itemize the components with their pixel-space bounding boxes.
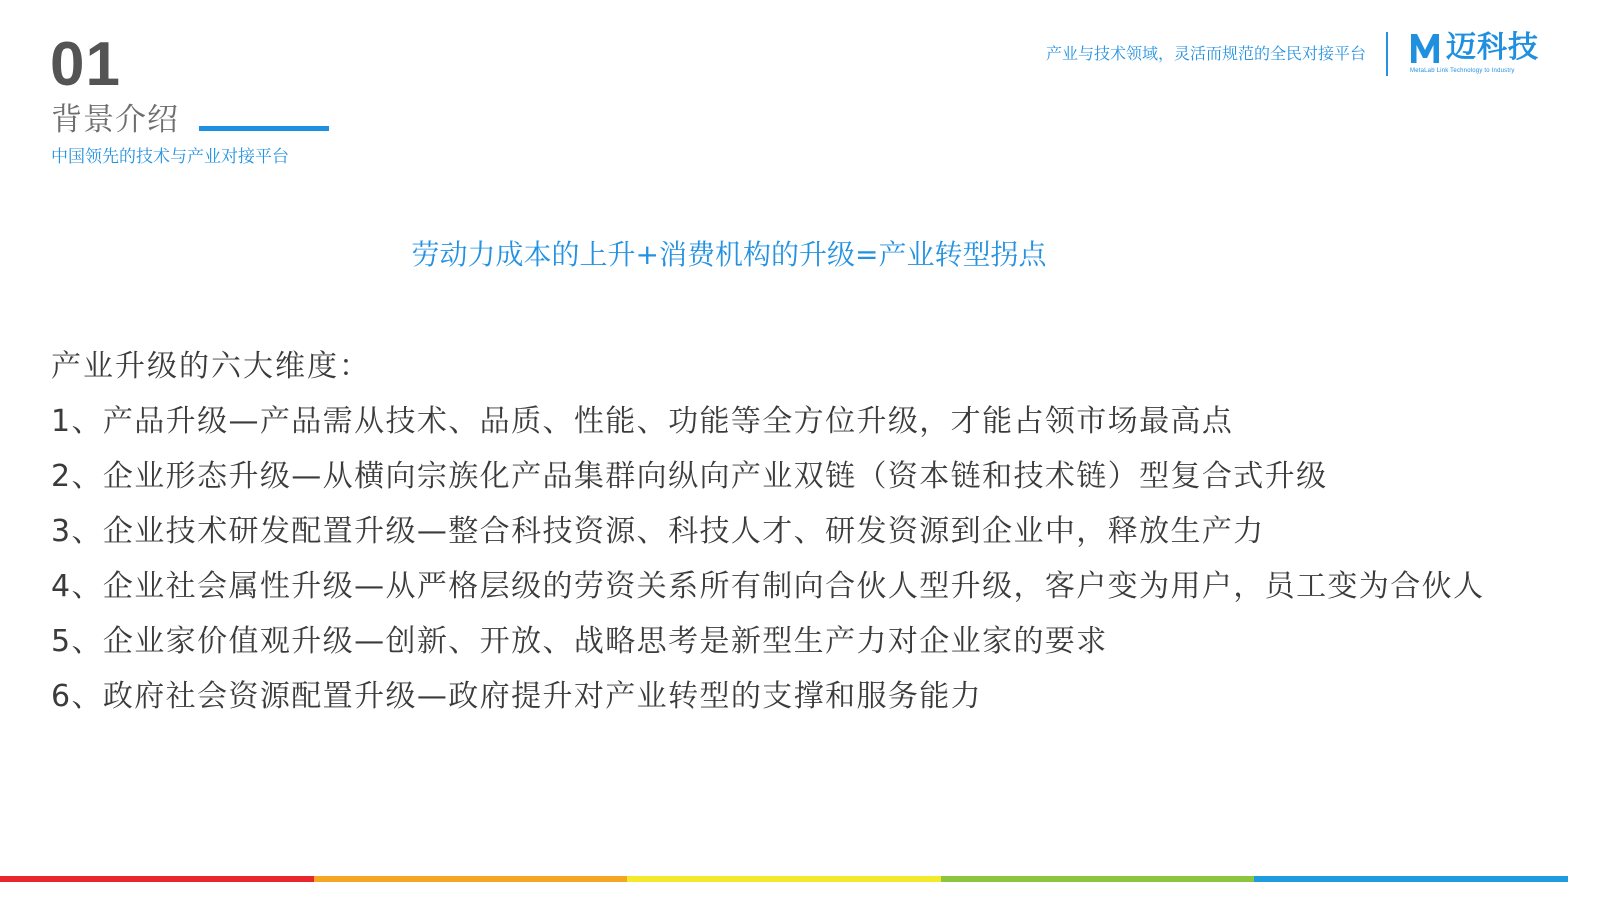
section-number: 01 (50, 30, 121, 99)
dimensions-heading: 产业升级的六大维度： (51, 349, 371, 384)
color-bar-segment-orange (314, 876, 628, 882)
color-bar-segment-yellow (627, 876, 941, 882)
dimension-item: 6、政府社会资源配置升级—政府提升对产业转型的支撑和服务能力 (51, 679, 983, 714)
headline: 劳动力成本的上升+消费机构的升级=产业转型拐点 (411, 238, 1047, 271)
logo-text: 迈科技 (1446, 30, 1539, 65)
dimension-item: 1、产品升级—产品需从技术、品质、性能、功能等全方位升级，才能占领市场最高点 (51, 404, 1234, 439)
dimension-item: 3、企业技术研发配置升级—整合科技资源、科技人才、研发资源到企业中，释放生产力 (51, 514, 1265, 549)
section-title: 背景介绍 (51, 102, 179, 138)
section-subtitle: 中国领先的技术与产业对接平台 (51, 147, 289, 167)
brand-tagline: 产业与技术领域，灵活而规范的全民对接平台 (1045, 44, 1366, 63)
footer-color-bar (0, 876, 1568, 882)
brand-logo (1408, 30, 1540, 78)
dimension-item: 5、企业家价值观升级—创新、开放、战略思考是新型生产力对企业家的要求 (51, 624, 1108, 659)
dimension-item: 2、企业形态升级—从横向宗族化产品集群向纵向产业双链（资本链和技术链）型复合式升级 (51, 459, 1328, 494)
color-bar-segment-red (0, 876, 314, 882)
header-divider (1386, 32, 1388, 76)
m-letter-logo-icon (1408, 30, 1442, 66)
section-title-underline (199, 126, 329, 131)
color-bar-segment-green (941, 876, 1255, 882)
color-bar-segment-blue (1254, 876, 1568, 882)
logo-caption: MetaLab Link Technology to Industry (1410, 68, 1515, 74)
dimension-item: 4、企业社会属性升级—从严格层级的劳资关系所有制向合伙人型升级，客户变为用户，员工变为合伙人 (51, 569, 1485, 604)
dimension-list (51, 402, 1485, 732)
